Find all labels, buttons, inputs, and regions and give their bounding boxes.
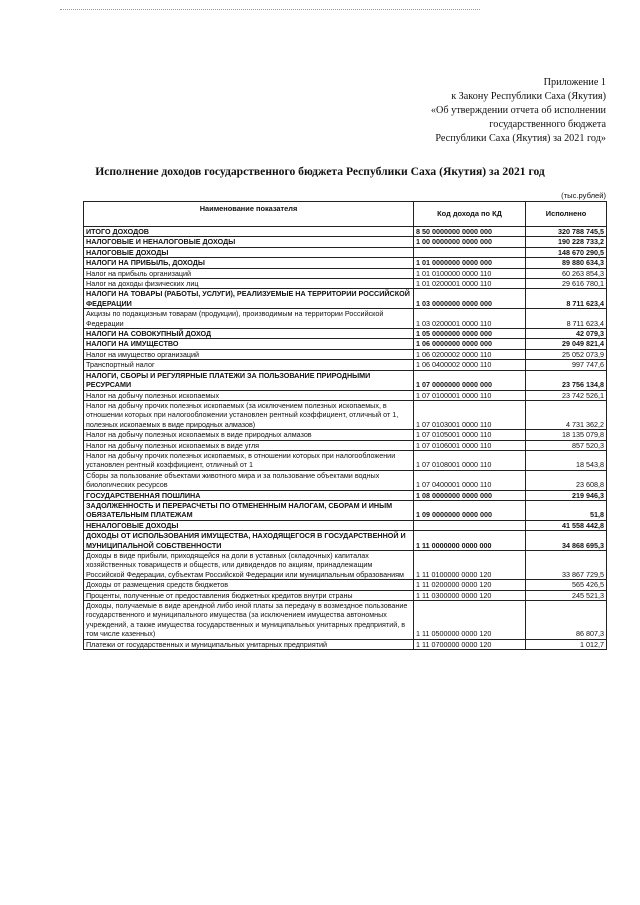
table-row [84,309,607,329]
table-header-row [84,202,607,227]
row-value: 41 558 442,8 [526,520,607,530]
row-name: Доходы, получаемые в виде арендной либо иной платы за передачу в возмездное пользование государственного и муниципального имущества (за исключением имущества автономных учреждений, а также имущества государственных и муниципальных унитарных предприятий, в том числе казенных) [84,601,414,640]
row-value: 1 012,7 [526,639,607,649]
row-code: 1 11 0300000 0000 120 [414,590,526,600]
row-code: 1 07 0108001 0000 110 [414,450,526,470]
row-value: 51,8 [526,500,607,520]
table-row [84,400,607,429]
row-name: Проценты, полученные от предоставления бюджетных кредитов внутри страны [84,590,414,600]
appendix-note [346,76,606,146]
row-value: 34 868 695,3 [526,531,607,551]
row-code: 1 07 0105001 0000 110 [414,430,526,440]
table-row [84,289,607,309]
row-name: НАЛОГОВЫЕ ДОХОДЫ [84,247,414,257]
row-value: 18 543,8 [526,450,607,470]
row-code [414,247,526,257]
table-row [84,247,607,257]
row-code: 1 01 0200001 0000 110 [414,279,526,289]
table-row [84,639,607,649]
row-value: 23 756 134,8 [526,370,607,390]
row-value: 86 807,3 [526,601,607,640]
row-name: Налог на добычу полезных ископаемых в виде угля [84,440,414,450]
row-value: 857 520,3 [526,440,607,450]
row-name: ЗАДОЛЖЕННОСТЬ И ПЕРЕРАСЧЕТЫ ПО ОТМЕНЕННЫМ НАЛОГАМ, СБОРАМ И ИНЫМ ОБЯЗАТЕЛЬНЫМ ПЛАТЕЖАМ [84,500,414,520]
row-code: 1 06 0200002 0000 110 [414,349,526,359]
appendix-line: Республики Саха (Якутия) за 2021 год» [435,133,606,144]
table-row [84,279,607,289]
table-row [84,430,607,440]
row-name: Налог на добычу полезных ископаемых в виде природных алмазов [84,430,414,440]
row-value: 8 711 623,4 [526,309,607,329]
table-row [84,601,607,640]
table-row [84,390,607,400]
row-code: 1 05 0000000 0000 000 [414,329,526,339]
row-code: 1 11 0000000 0000 000 [414,531,526,551]
row-value: 18 135 079,8 [526,430,607,440]
row-code: 1 01 0000000 0000 000 [414,258,526,268]
row-code [414,520,526,530]
row-name: НЕНАЛОГОВЫЕ ДОХОДЫ [84,520,414,530]
row-code: 1 07 0106001 0000 110 [414,440,526,450]
header-code: Код дохода по КД [414,202,526,227]
row-code: 1 08 0000000 0000 000 [414,490,526,500]
row-code: 1 11 0500000 0000 120 [414,601,526,640]
row-name: Налог на прибыль организаций [84,268,414,278]
row-value: 245 521,3 [526,590,607,600]
row-name: Платежи от государственных и муниципальных унитарных предприятий [84,639,414,649]
header-indicator: Наименование показателя [84,202,414,227]
row-name: НАЛОГИ НА ИМУЩЕСТВО [84,339,414,349]
row-value: 29 049 821,4 [526,339,607,349]
row-code: 1 09 0000000 0000 000 [414,500,526,520]
appendix-line: Приложение 1 [543,77,606,88]
appendix-line: к Закону Республики Саха (Якутия) [451,91,606,102]
row-value: 42 079,3 [526,329,607,339]
row-value: 565 426,5 [526,580,607,590]
row-value: 320 788 745,5 [526,227,607,237]
row-name: Акцизы по подакцизным товарам (продукции), производимым на территории Российской Федерации [84,309,414,329]
table-row [84,590,607,600]
row-name: Налог на доходы физических лиц [84,279,414,289]
row-code: 1 07 0400001 0000 110 [414,470,526,490]
row-code: 1 03 0200001 0000 110 [414,309,526,329]
row-value: 89 880 634,3 [526,258,607,268]
row-name: ДОХОДЫ ОТ ИСПОЛЬЗОВАНИЯ ИМУЩЕСТВА, НАХОДЯЩЕГОСЯ В ГОСУДАРСТВЕННОЙ И МУНИЦИПАЛЬНОЙ СОБСТВЕННОСТИ [84,531,414,551]
row-value: 23 608,8 [526,470,607,490]
scan-artifact-line [60,9,480,10]
row-value: 219 946,3 [526,490,607,500]
row-value: 190 228 733,2 [526,237,607,247]
row-code: 1 07 0100001 0000 110 [414,390,526,400]
table-row [84,339,607,349]
row-name: НАЛОГИ НА ПРИБЫЛЬ, ДОХОДЫ [84,258,414,268]
row-name: ИТОГО ДОХОДОВ [84,227,414,237]
table-row [84,440,607,450]
row-value: 997 747,6 [526,360,607,370]
revenue-table [83,201,607,650]
row-value: 60 263 854,3 [526,268,607,278]
row-code: 1 06 0000000 0000 000 [414,339,526,349]
row-code: 1 11 0700000 0000 120 [414,639,526,649]
table-row [84,551,607,580]
row-value: 148 670 290,5 [526,247,607,257]
row-code: 8 50 0000000 0000 000 [414,227,526,237]
row-code: 1 01 0100000 0000 110 [414,268,526,278]
row-value: 33 867 729,5 [526,551,607,580]
units-label: (тыс.рублей) [561,191,606,200]
row-name: НАЛОГОВЫЕ И НЕНАЛОГОВЫЕ ДОХОДЫ [84,237,414,247]
table-row [84,370,607,390]
table-row [84,470,607,490]
row-name: НАЛОГИ НА ТОВАРЫ (РАБОТЫ, УСЛУГИ), РЕАЛИЗУЕМЫЕ НА ТЕРРИТОРИИ РОССИЙСКОЙ ФЕДЕРАЦИИ [84,289,414,309]
row-name: Налог на добычу прочих полезных ископаемых, в отношении которых при налогообложении установлен рентный коэффициент, отличный от 1 [84,450,414,470]
header-executed: Исполнено [526,202,607,227]
row-code: 1 06 0400002 0000 110 [414,360,526,370]
table-row [84,268,607,278]
document-title: Исполнение доходов государственного бюджета Республики Саха (Якутия) за 2021 год [95,165,545,178]
appendix-line: государственного бюджета [489,119,606,130]
row-code: 1 03 0000000 0000 000 [414,289,526,309]
row-code: 1 00 0000000 0000 000 [414,237,526,247]
table-row [84,531,607,551]
row-code: 1 07 0000000 0000 000 [414,370,526,390]
table-row [84,349,607,359]
row-value: 4 731 362,2 [526,400,607,429]
table-row [84,520,607,530]
row-value: 25 052 073,9 [526,349,607,359]
row-code: 1 11 0100000 0000 120 [414,551,526,580]
table-row [84,360,607,370]
table-row [84,500,607,520]
row-name: НАЛОГИ, СБОРЫ И РЕГУЛЯРНЫЕ ПЛАТЕЖИ ЗА ПОЛЬЗОВАНИЕ ПРИРОДНЫМИ РЕСУРСАМИ [84,370,414,390]
row-name: Доходы в виде прибыли, приходящейся на доли в уставных (складочных) капиталах хозяйственных товариществ и обществ, или дивидендов по акциям, принадлежащим Российской Федерации, субъектам Российской Федерации или муниципальным образованиям [84,551,414,580]
table-row [84,580,607,590]
row-code: 1 11 0200000 0000 120 [414,580,526,590]
appendix-line: «Об утверждении отчета об исполнении [430,105,606,116]
table-row [84,329,607,339]
table-row [84,450,607,470]
table-row [84,490,607,500]
row-name: Налог на добычу прочих полезных ископаемых (за исключением полезных ископаемых, в отношении которых при налогообложении установлен рентный коэффициент, отличный от 1, полезных ископаемых в виде природных алмазов) [84,400,414,429]
row-code: 1 07 0103001 0000 110 [414,400,526,429]
row-name: Доходы от размещения средств бюджетов [84,580,414,590]
row-name: НАЛОГИ НА СОВОКУПНЫЙ ДОХОД [84,329,414,339]
row-name: Транспортный налог [84,360,414,370]
table-row [84,227,607,237]
row-name: Налог на имущество организаций [84,349,414,359]
row-name: Налог на добычу полезных ископаемых [84,390,414,400]
table-row [84,237,607,247]
row-name: Сборы за пользование объектами животного мира и за пользование объектами водных биологических ресурсов [84,470,414,490]
row-value: 8 711 623,4 [526,289,607,309]
row-value: 29 616 780,1 [526,279,607,289]
row-value: 23 742 526,1 [526,390,607,400]
row-name: ГОСУДАРСТВЕННАЯ ПОШЛИНА [84,490,414,500]
table-row [84,258,607,268]
